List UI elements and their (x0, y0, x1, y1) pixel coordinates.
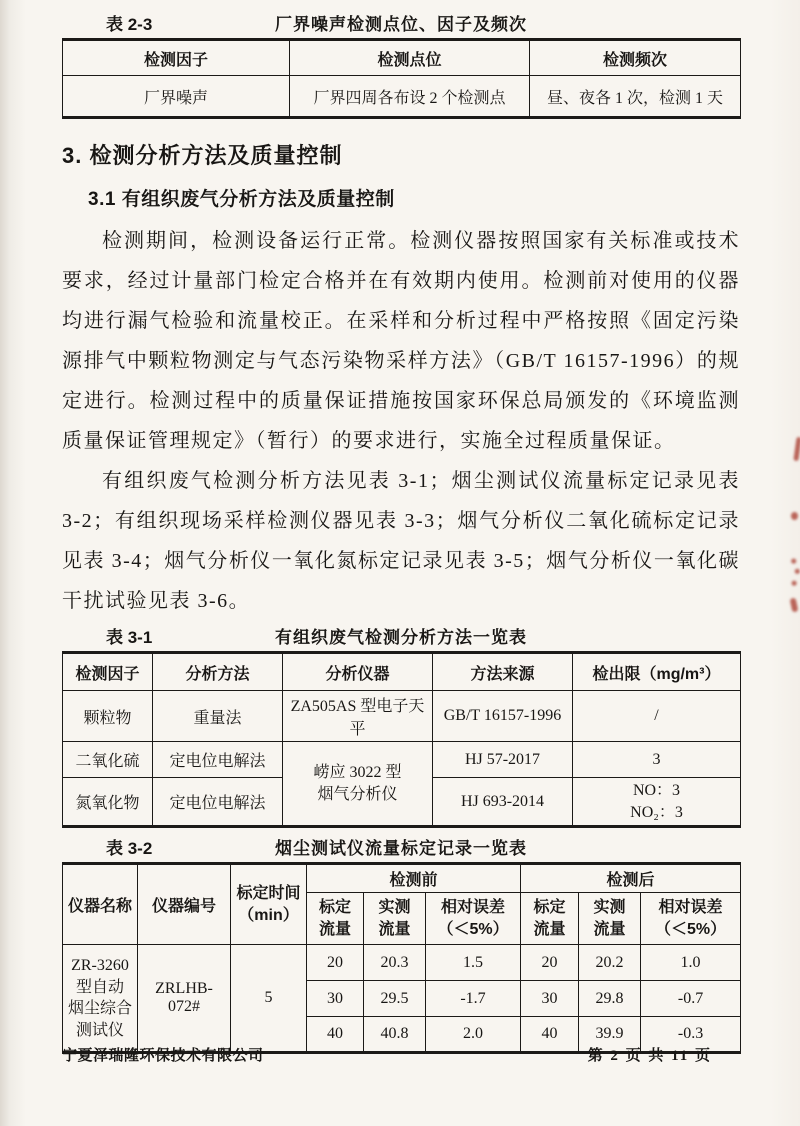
calib-flow-line: 标定 (533, 899, 566, 917)
measured-flow-line: 流量 (378, 920, 411, 938)
cell-after-error: -0.7 (641, 981, 741, 1017)
header-factor: 检测因子 (63, 40, 290, 76)
header-calib-time (231, 864, 307, 945)
table-row (63, 864, 741, 893)
cell-method: 重量法 (153, 691, 283, 742)
red-ink-mark (791, 512, 798, 520)
header-before-calib-flow (307, 893, 364, 945)
cell-before-measured: 29.5 (364, 981, 426, 1017)
header-instrument-no: 仪器编号 (138, 864, 231, 945)
cell-source: HJ 57-2017 (433, 742, 573, 778)
instrument-name-line: 烟尘综合 (67, 1000, 132, 1018)
red-ink-mark (791, 556, 800, 590)
header-after-rel-error (641, 893, 741, 945)
table-3-1-label: 表 3-1 (106, 628, 153, 647)
calib-flow-line: 流量 (318, 920, 351, 938)
table-row (63, 76, 741, 118)
rel-error-line: （＜5%） (654, 920, 727, 938)
calib-time-line: （min） (238, 906, 299, 924)
table-3-2-label: 表 3-2 (106, 839, 153, 859)
cell-instrument: ZA505AS 型电子天平 (283, 691, 433, 742)
cell-method: 定电位电解法 (153, 742, 283, 778)
header-source: 方法来源 (433, 653, 573, 691)
cell-location: 厂界四周各布设 2 个检测点 (290, 76, 530, 118)
table-3-1-caption (62, 625, 740, 651)
calib-flow-line: 标定 (318, 899, 351, 917)
table-3-1-title: 有组织废气检测分析方法一览表 (275, 628, 527, 647)
paragraph-table-references: 有组织废气检测分析方法见表 3-1；烟尘测试仪流量标定记录见表 3-2；有组织现场采样检测仪器见表 3-3；烟气分析仪二氧化硫标定记录见表 3-4；烟气分析仪一氧化氮标定记录见表 3-5；烟气分析仪一氧化碳干扰试验见表 3-6。 (62, 470, 740, 612)
cell-instrument-no: ZRLHB-072# (138, 945, 231, 1053)
cell-source: HJ 693-2014 (433, 778, 573, 827)
limit-line-no2: NO₂：3 (630, 803, 683, 821)
header-instrument-name: 仪器名称 (63, 864, 138, 945)
cell-before-error: -1.7 (426, 981, 521, 1017)
cell-limit: / (573, 691, 741, 742)
cell-factor: 氮氧化物 (63, 778, 153, 827)
cell-after-calib: 40 (521, 1017, 579, 1053)
cell-instrument-merged (283, 742, 433, 827)
instrument-line: 烟气分析仪 (317, 785, 398, 803)
header-before-group: 检测前 (307, 864, 521, 893)
cell-after-error: -0.3 (641, 1017, 741, 1053)
cell-after-measured: 20.2 (579, 945, 641, 981)
header-method: 分析方法 (153, 653, 283, 691)
cell-factor: 二氧化硫 (63, 742, 153, 778)
red-ink-mark (790, 598, 799, 613)
header-after-calib-flow (521, 893, 579, 945)
header-frequency: 检测频次 (530, 40, 741, 76)
cell-frequency: 昼、夜各 1 次，检测 1 天 (530, 76, 741, 118)
cell-after-calib: 20 (521, 945, 579, 981)
table-row (63, 691, 741, 742)
page-footer (62, 1044, 712, 1065)
header-before-rel-error (426, 893, 521, 945)
cell-after-calib: 30 (521, 981, 579, 1017)
cell-limit: 3 (573, 742, 741, 778)
rel-error-line: 相对误差 (658, 899, 723, 917)
cell-before-measured: 40.8 (364, 1017, 426, 1053)
table-3-2-caption (62, 836, 740, 862)
red-ink-mark (793, 437, 800, 461)
table-2-3-title: 厂界噪声检测点位、因子及频次 (275, 15, 527, 34)
rel-error-line: （＜5%） (437, 920, 509, 938)
cell-before-calib: 30 (307, 981, 364, 1017)
footer-page-number: 第 2 页 共 11 页 (587, 1048, 712, 1064)
cell-factor: 厂界噪声 (63, 76, 290, 118)
cell-before-error: 2.0 (426, 1017, 521, 1053)
table-3-1 (62, 651, 741, 828)
cell-before-measured: 20.3 (364, 945, 426, 981)
instrument-name-line: 型自动 (75, 978, 124, 996)
header-location: 检测点位 (290, 40, 530, 76)
table-2-3-label: 表 2-3 (106, 15, 153, 34)
header-limit: 检出限（mg/m³） (573, 653, 741, 691)
footer-company-name: 宁夏泽瑞隆环保技术有限公司 (62, 1047, 264, 1064)
header-after-group: 检测后 (521, 864, 741, 893)
cell-limit (573, 778, 741, 827)
calib-time-line: 标定时间 (236, 885, 301, 903)
calib-flow-line: 流量 (533, 920, 566, 938)
cell-instrument-name (63, 945, 138, 1053)
instrument-name-line: 测试仪 (75, 1021, 124, 1039)
table-row (63, 742, 741, 778)
cell-source: GB/T 16157-1996 (433, 691, 573, 742)
cell-before-calib: 40 (307, 1017, 364, 1053)
table-row (63, 945, 741, 981)
table-2-3 (62, 38, 741, 119)
cell-after-error: 1.0 (641, 945, 741, 981)
paragraph-quality-control: 检测期间，检测设备运行正常。检测仪器按照国家有关标准或技术要求，经过计量部门检定合格并在有效期内使用。检测前对使用的仪器均进行漏气检验和流量校正。在采样和分析过程中严格按照《固定污染源排气中颗粒物测定与气态污染物采样方法》（GB/T 16157-1996）的规定进行。检测过程中的质量保证措施按国家环保总局颁发的《环境监测质量保证管理规定》（暂行）的要求进行，实施全过程质量保证。 (62, 230, 740, 452)
section-heading: 3. 检测分析方法及质量控制 (62, 143, 343, 168)
cell-before-error: 1.5 (426, 945, 521, 981)
table-row (63, 653, 741, 691)
measured-flow-line: 流量 (593, 920, 626, 938)
rel-error-line: 相对误差 (441, 899, 506, 917)
table-2-3-caption (62, 12, 740, 38)
header-after-measured-flow (579, 893, 641, 945)
header-before-measured-flow (364, 893, 426, 945)
limit-line-no: NO：3 (632, 782, 681, 799)
measured-flow-line: 实测 (378, 899, 411, 917)
cell-after-measured: 29.8 (579, 981, 641, 1017)
cell-method: 定电位电解法 (153, 778, 283, 827)
page-content (62, 12, 740, 1054)
header-factor: 检测因子 (63, 653, 153, 691)
table-3-2-title: 烟尘测试仪流量标定记录一览表 (275, 839, 527, 859)
header-instrument: 分析仪器 (283, 653, 433, 691)
cell-factor: 颗粒物 (63, 691, 153, 742)
cell-after-measured: 39.9 (579, 1017, 641, 1053)
table-row (63, 40, 741, 76)
instrument-line: 崂应 3022 型 (313, 764, 402, 781)
instrument-name-line: ZR-3260 (71, 957, 129, 974)
table-3-2 (62, 862, 741, 1054)
cell-calib-time: 5 (231, 945, 307, 1053)
measured-flow-line: 实测 (593, 899, 626, 917)
section-subheading: 3.1 有组织废气分析方法及质量控制 (88, 189, 395, 210)
cell-before-calib: 20 (307, 945, 364, 981)
